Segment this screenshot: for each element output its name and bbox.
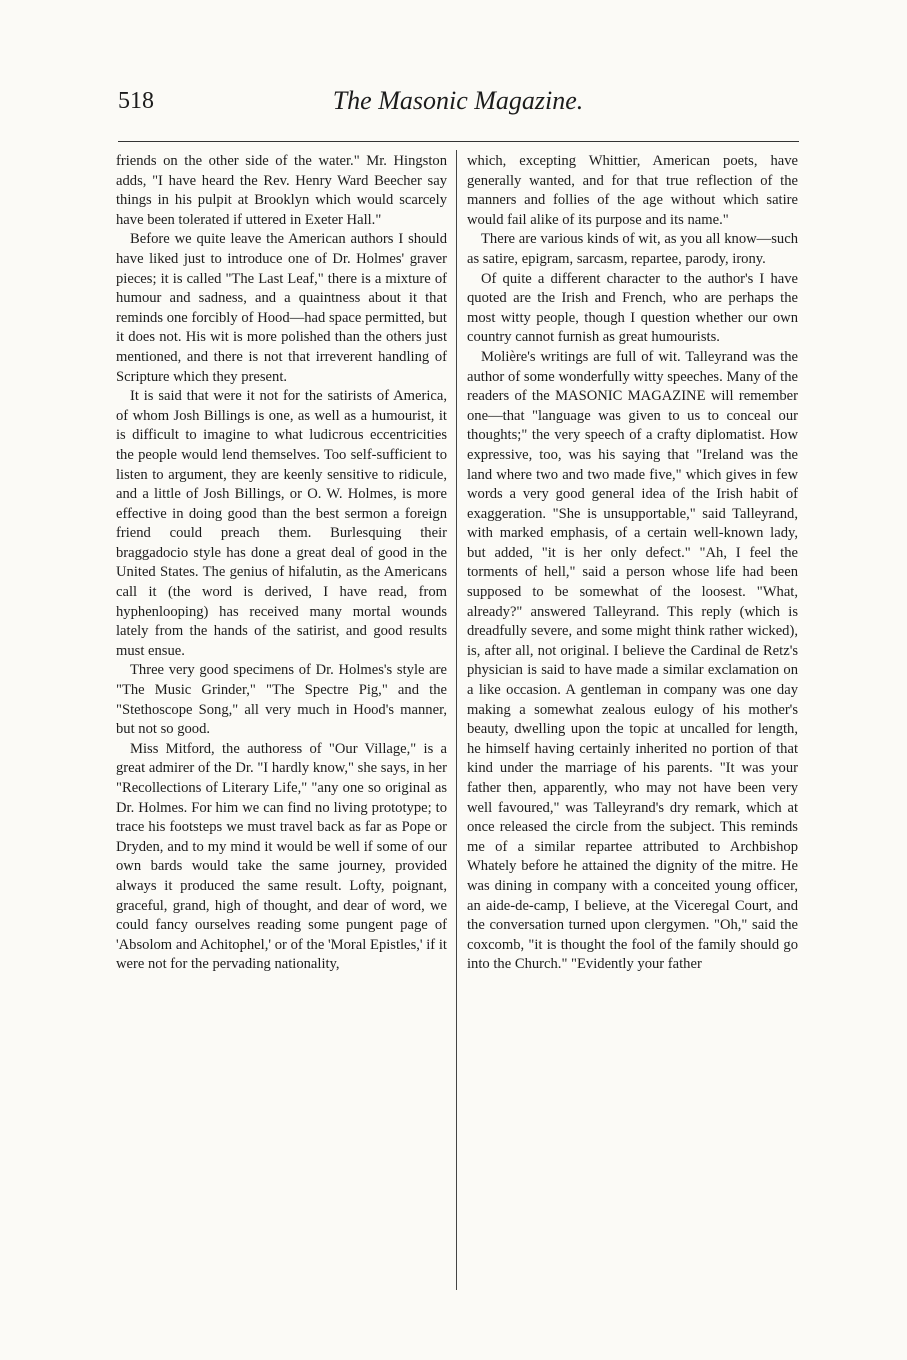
paragraph: Of quite a different character to the author's I have quoted are the Irish and French, who are perhaps the most witty people, though I question whether our own country cannot furnish as great humourists. xyxy=(467,270,798,346)
paragraph: Molière's writings are full of wit. Talleyrand was the author of some wonderfully witty speeches. Many of the readers of the MASONIC MAGAZINE will remember one—that "language was given to us to conceal our thoughts;" the very speech of a crafty diplomatist. How expressive, too, was his saying that "Ireland was the land where two and two made five," which gives in few words a very good general idea of the Irish habit of exaggeration. "She is unsupportable," said Talleyrand, with marked emphasis, of a certain well-known lady, but added, "it is her only defect." "Ah, I feel the torments of hell," said a person whose life had been supposed to be somewhat of the loosest. "What, already?" answered Talleyrand. This reply (which is dreadfully severe, and some might think rather wicked), is, after all, not original. I believe the Cardinal de Retz's physician is said to have made a similar exclamation on a like occasion. A gentleman in company was one day making a somewhat zealous eulogy of his mother's beauty, dwelling upon the topic at uncalled for length, he himself having certainly inherited no portion of that kind under the marriage of his parents. "It was your father then, apparently, who may not have been very well favoured," was Talleyrand's dry remark, which at once released the circle from the subject. This reminds me of a similar repartee attributed to Archbishop Whately before he attained the dignity of the mitre. He was dining in company with a conceited young officer, an aide-de-camp, I believe, at the Viceregal Court, and the conversation turned upon clergymen. "Oh," said the coxcomb, "it is thought the fool of the family should go into the Church." "Evidently your father xyxy=(467,348,798,973)
right-column xyxy=(467,152,798,975)
paragraph: It is said that were it not for the satirists of America, of whom Josh Billings is one, as well as a humourist, it is difficult to imagine to what ludicrous eccentricities the people would lend themselves. Too self-sufficient to listen to argument, they are keenly sensitive to ridicule, and a little of Josh Billings, or O. W. Holmes, is more effective in doing good than the best sermon a foreign friend could preach them. Burlesquing their braggadocio style has done a great deal of good in the United States. The genius of hifalutin, as the Americans call it (the word is derived, I have read, from hyphenlooping) has received many mortal wounds lately from the hands of the satirist, and good results must ensue. xyxy=(116,388,447,659)
paragraph: Miss Mitford, the authoress of "Our Village," is a great admirer of the Dr. "I hardly know," she says, in her "Recollections of Literary Life," "any one so original as Dr. Holmes. For him we can find no living prototype; to trace his footsteps we must travel back as far as Pope or Dryden, and to my mind it would be well if some of our own bards would take the same journey, provided always it produced the same result. Lofty, poignant, graceful, grand, high of thought, and dear of word, we could fancy ourselves reading some pungent page of 'Absolom and Achitophel,' or of the 'Moral Epistles,' if it were not for the pervading nationality, xyxy=(116,740,447,973)
paragraph: There are various kinds of wit, as you all know—such as satire, epigram, sarcasm, repartee, parody, irony. xyxy=(467,231,798,267)
column-divider xyxy=(456,150,457,1290)
paragraph: Before we quite leave the American authors I should have liked just to introduce one of Dr. Holmes' graver pieces; it is called "The Last Leaf," there is a mixture of humour and sadness, and a quaintness about it that reminds one forcibly of Hood—had space permitted, but it does not. His wit is more polished than the others just mentioned, and there is not that irreverent handling of Scripture which they present. xyxy=(116,231,447,385)
header-rule xyxy=(118,141,799,142)
paragraph: Three very good specimens of Dr. Holmes's style are "The Music Grinder," "The Spectre Pig," and the "Stethoscope Song," all very much in Hood's manner, but not so good. xyxy=(116,662,447,738)
paragraph: which, excepting Whittier, American poets, have generally wanted, and for that true reflection of the manners and follies of the age without which satire would fail alike of its purpose and its name." xyxy=(467,153,798,228)
paragraph: friends on the other side of the water." Mr. Hingston adds, "I have heard the Rev. Henry Ward Beecher say things in his pulpit at Brooklyn which would scarcely have been tolerated if uttered in Exeter Hall." xyxy=(116,153,447,228)
page-number: 518 xyxy=(118,88,154,114)
left-column xyxy=(116,152,447,975)
page-header xyxy=(118,86,798,126)
running-title: The Masonic Magazine. xyxy=(332,86,584,115)
